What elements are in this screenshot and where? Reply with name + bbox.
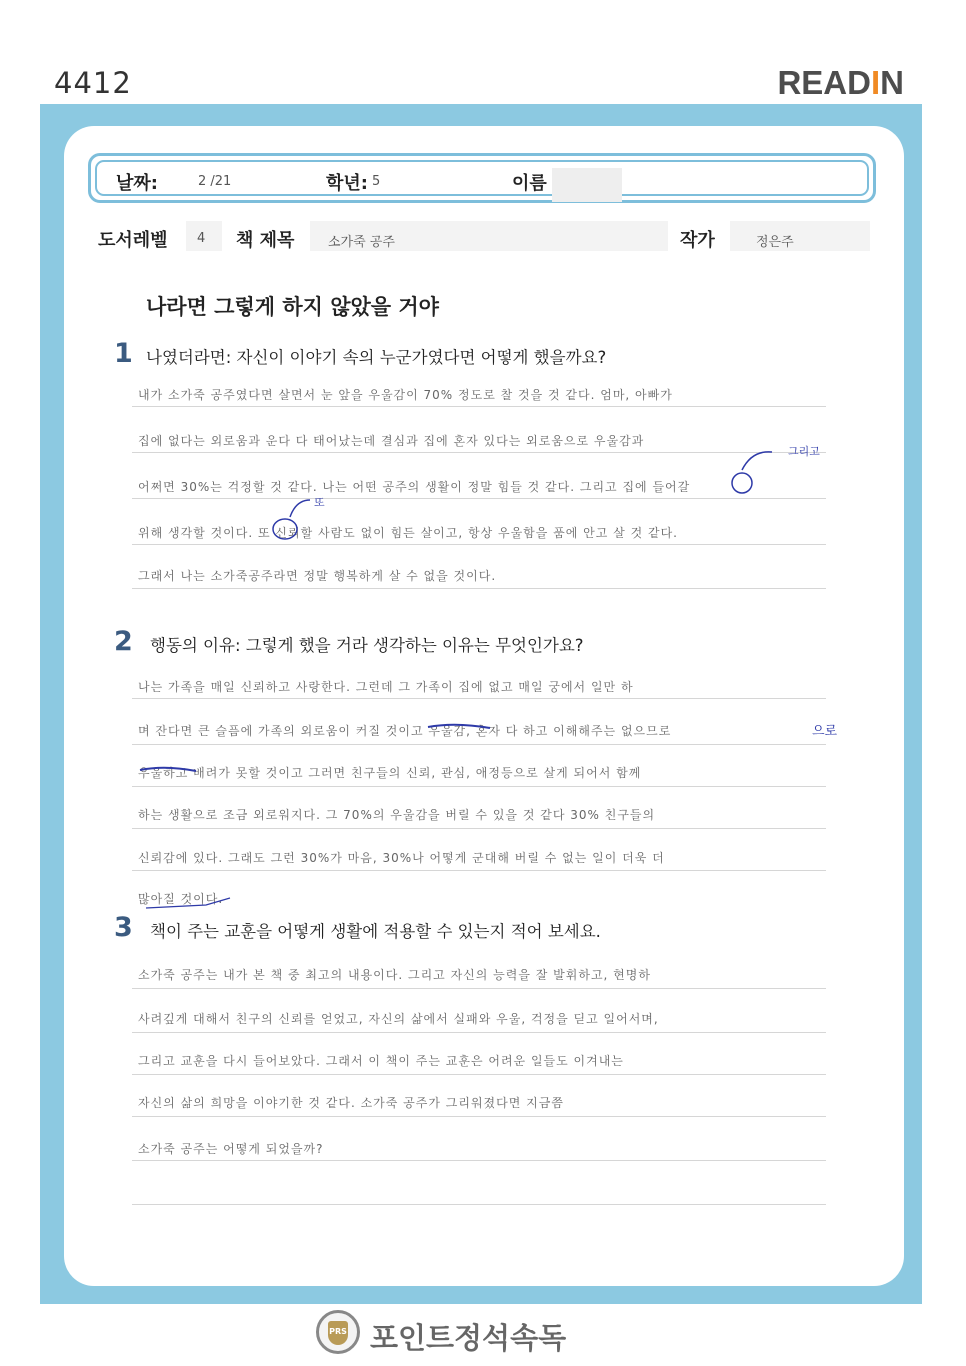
q3-answer-line: 그리고 교훈을 다시 들어보았다. 그래서 이 책이 주는 교훈은 어려운 일들도 이겨내는 — [138, 1054, 624, 1068]
q3-answer-line: 사려깊게 대해서 친구의 신뢰를 얻었고, 자신의 삶에서 실패와 우울, 걱정을 딛고 일어서며, — [138, 1012, 659, 1026]
q3-answer-line: 소가죽 공주는 어떻게 되었을까? — [138, 1142, 324, 1156]
author-value: 정은주 — [756, 235, 794, 250]
title-label: 책 제목 — [236, 230, 295, 251]
q2-answer-line: 나는 가족을 매일 신뢰하고 사랑한다. 그런데 그 가족이 집에 없고 매일 궁에서 일만 하 — [138, 680, 634, 694]
q2-answer-line: 신뢰감에 있다. 그래도 그런 30%가 마음, 30%나 어떻게 군대해 버릴 수 없는 일이 더욱 더 — [138, 851, 665, 865]
date-label: 날짜: — [116, 173, 158, 194]
q3-ruled-line — [132, 1074, 826, 1075]
q1-answer-line: 집에 없다는 외로움과 운다 다 태어났는데 결심과 집에 혼자 있다는 외로움으로 우울감과 — [138, 434, 645, 448]
logo-suffix: N — [880, 64, 904, 101]
q1-answer-line: 위해 생각할 것이다. 또 신뢰할 사람도 없이 힘든 살이고, 항상 우울함을 품에 안고 살 것 같다. — [138, 526, 678, 540]
q2-answer-line: 우울하고 배려가 못할 것이고 그러면 친구들의 신뢰, 관심, 애정등으로 살게 되어서 함께 — [138, 766, 642, 780]
date-value: 2 /21 — [198, 174, 232, 189]
level-label: 도서레벨 — [98, 230, 168, 251]
q3-answer-line: 소가죽 공주는 내가 본 책 중 최고의 내용이다. 그리고 자신의 능력을 잘 발휘하고, 현명하 — [138, 968, 651, 982]
q1-answer-line: 내가 소가죽 공주였다면 살면서 눈 앞을 우울감이 70% 정도로 찰 것을 것 같다. 엄마, 아빠가 — [138, 388, 673, 402]
level-value: 4 — [197, 231, 206, 246]
question-1-number: 1 — [114, 338, 133, 369]
q3-ruled-line — [132, 1160, 826, 1161]
q1-answer-line: 어쩌면 30%는 걱정할 것 같다. 나는 어떤 공주의 생활이 정말 힘들 것 같다. 그리고 집에 들어갈 — [138, 480, 691, 494]
q2-answer-line: 많아질 것이다. — [138, 892, 224, 906]
q2-answer-line: 하는 생활으로 조금 외로워지다. 그 70%의 우울감을 버릴 수 있을 것 같다 30% 친구들의 — [138, 808, 656, 822]
prs-emblem — [316, 1310, 360, 1354]
grade-label: 학년: — [326, 173, 368, 194]
q3-ruled-line — [132, 1032, 826, 1033]
logo-prefix: READ — [777, 64, 871, 101]
q1-insert-also: 또 — [314, 496, 325, 509]
worksheet-title: 나라면 그렇게 하지 않았을 거야 — [146, 295, 439, 319]
grade-value: 5 — [372, 174, 381, 189]
q3-answer-line: 자신의 삶의 희망을 이야기한 것 같다. 소가죽 공주가 그리워졌다면 지금쯤 — [138, 1096, 564, 1110]
q1-answer-line: 그래서 나는 소가죽공주라면 정말 행복하게 살 수 없을 것이다. — [138, 569, 497, 583]
emblem-text: PRS — [329, 1327, 347, 1336]
q3-ruled-line — [132, 1116, 826, 1117]
question-2-number: 2 — [114, 626, 133, 657]
q2-insert: 으로 — [812, 724, 838, 739]
q3-ruled-line — [132, 1204, 826, 1205]
q2-answer-line: 며 잔다면 큰 슬픔에 가족의 외로움이 커질 것이고 우울감, 혼자 다 하고 이해해주는 없으므로 — [138, 724, 672, 738]
logo-accent: I — [870, 64, 881, 101]
question-3-number: 3 — [114, 912, 133, 943]
question-3-text: 책이 주는 교훈을 어떻게 생활에 적용할 수 있는지 적어 보세요. — [150, 922, 601, 941]
q1-insert-and: 그리고 — [788, 445, 820, 458]
question-1-text: 나였더라면: 자신이 이야기 속의 누군가였다면 어떻게 했을까요? — [146, 348, 607, 367]
q3-ruled-line — [132, 988, 826, 989]
page-number: 4412 — [54, 66, 132, 100]
author-label: 작가 — [680, 230, 715, 251]
name-label: 이름 — [512, 173, 547, 194]
question-2-text: 행동의 이유: 그렇게 했을 거라 생각하는 이유는 무엇인가요? — [150, 636, 584, 655]
academy-name: 포인트정석속독 — [370, 1321, 567, 1355]
title-value: 소가죽 공주 — [328, 235, 395, 250]
